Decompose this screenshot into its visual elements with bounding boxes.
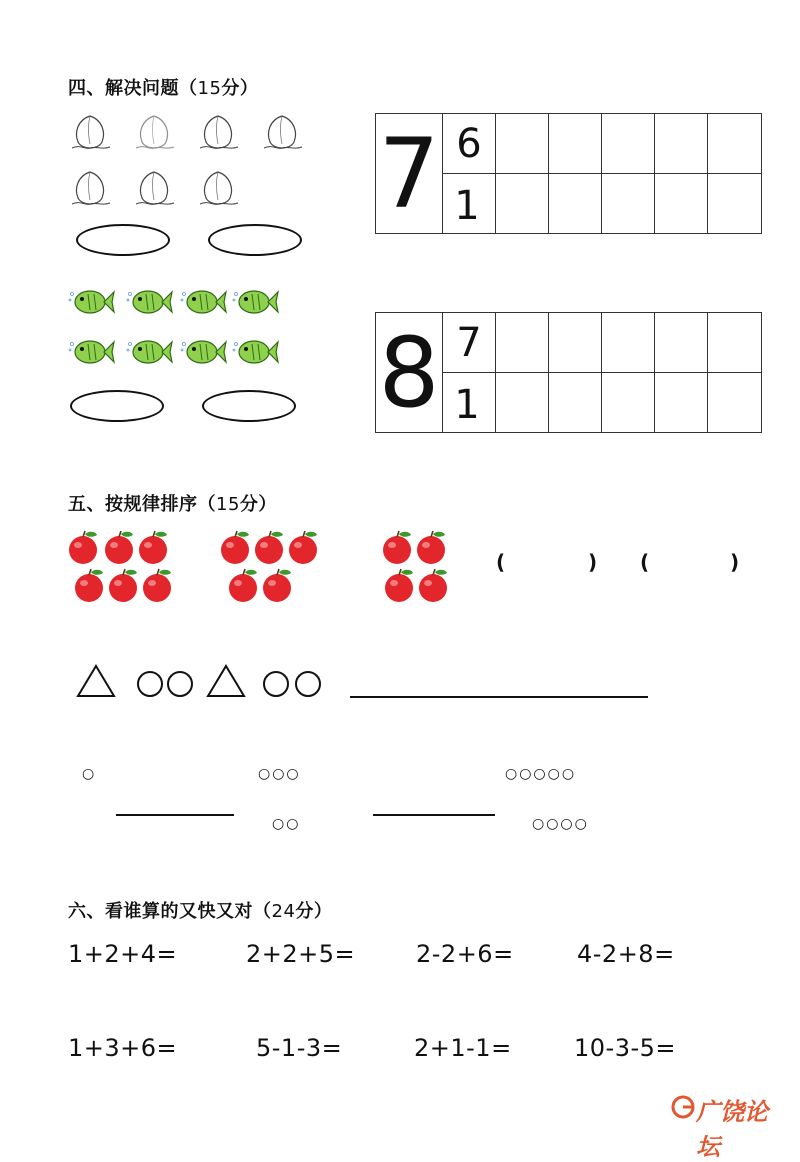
equation: 1+3+6= [68,1034,178,1062]
answer-cell[interactable] [495,113,549,174]
triangle-shape [208,666,244,696]
section-six-heading: 六、看谁算的又快又对（24分） [68,901,333,922]
dots-3: ○○○ [258,766,301,782]
answer-cell[interactable] [707,113,762,174]
section-four-heading: 四、解决问题（15分） [68,78,259,99]
total-number: 8 [378,317,440,429]
shape-pattern [76,662,336,702]
answer-cell[interactable] [654,312,708,373]
answer-cell[interactable] [601,312,655,373]
answer-cell[interactable] [548,312,602,373]
part-top: 7 [456,320,482,366]
equation: 2+1-1= [414,1034,512,1062]
part-bottom: 1 [454,382,480,428]
circle-shape [138,672,162,696]
decompose-grid-8 [375,312,762,433]
logo-icon [670,1094,696,1120]
answer-line[interactable] [373,814,495,816]
answer-cell[interactable] [654,372,708,433]
answer-cell[interactable] [495,173,549,234]
dots-4: ○○○○ [532,816,589,832]
section-five-heading: 五、按规律排序（15分） [68,494,277,515]
part-bottom: 1 [454,183,480,229]
answer-oval[interactable] [70,390,164,422]
answer-oval[interactable] [76,224,170,256]
dots-2: ○○ [272,816,301,832]
answer-cell[interactable] [601,372,655,433]
answer-blank[interactable] [654,545,726,575]
circle-shape [296,672,320,696]
answer-cell[interactable] [601,113,655,174]
answer-cell[interactable] [707,312,762,373]
equation: 5-1-3= [256,1034,343,1062]
decompose-grid-7 [375,113,762,234]
total-number: 7 [378,118,440,230]
blank-paren-open: ( [496,550,506,574]
answer-blank[interactable] [510,545,582,575]
equation: 1+2+4= [68,940,178,968]
answer-cell[interactable] [495,372,549,433]
triangle-shape [78,666,114,696]
answer-cell[interactable] [654,113,708,174]
blank-paren-open: ( [640,550,650,574]
apple-group [66,526,466,610]
answer-cell[interactable] [601,173,655,234]
equation: 2-2+6= [416,940,514,968]
answer-cell[interactable] [495,312,549,373]
answer-oval[interactable] [202,390,296,422]
answer-cell[interactable] [707,173,762,234]
answer-cell[interactable] [548,113,602,174]
answer-cell[interactable] [548,173,602,234]
blank-paren-close: ) [588,550,598,574]
answer-cell[interactable] [707,372,762,433]
watermark-text: 广饶论坛 [696,1098,768,1161]
equation: 10-3-5= [574,1034,677,1062]
answer-line[interactable] [350,696,648,698]
part-top: 6 [456,121,482,167]
blank-paren-close: ) [730,550,740,574]
answer-line[interactable] [116,814,234,816]
answer-cell[interactable] [548,372,602,433]
answer-cell[interactable] [654,173,708,234]
equation: 2+2+5= [246,940,356,968]
circle-shape [168,672,192,696]
fish-group [66,280,286,380]
peach-group [66,110,306,215]
answer-oval[interactable] [208,224,302,256]
equation: 4-2+8= [577,940,675,968]
watermark-logo [670,1090,790,1161]
dots-1: ○ [82,766,97,782]
dots-5: ○○○○○ [505,766,577,782]
circle-shape [264,672,288,696]
